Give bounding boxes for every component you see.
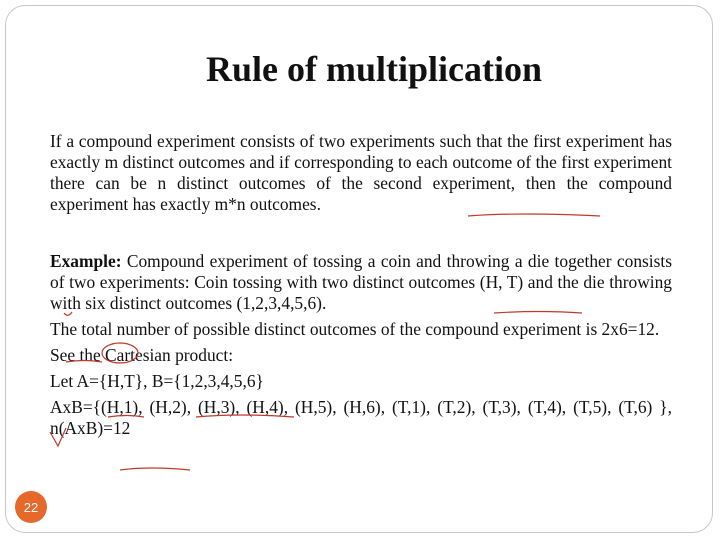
example-label: Example: <box>50 251 122 271</box>
product-line: AxB={(H,1), (H,2), (H,3), (H,4), (H,5), (H,6), (T,1), (T,2), (T,3), (T,4), (T,5), (T,6) }, n(AxB)=12 <box>50 397 672 438</box>
example-paragraph <box>50 251 672 314</box>
total-outcomes-line: The total number of possible distinct outcomes of the compound experiment is 2x6=12. <box>50 319 660 339</box>
cartesian-line: See the Cartesian product: <box>50 345 234 365</box>
rule-paragraph: If a compound experiment consists of two experiments such that the first experiment has exactly m distinct outcomes and if corresponding to each outcome of the first experiment there can be n distinct outcomes of the second experiment, then the compound experiment has exactly m*n outcomes. <box>50 131 672 214</box>
page-number-badge: 22 <box>15 491 47 523</box>
example-text: Compound experiment of tossing a coin and throwing a die together consists of two experiments: Coin tossing with two distinct outcomes (H, T) and the die throwing with six distinct outcomes (1,2,3,4,5,6). <box>50 251 672 313</box>
sets-line: Let A={H,T}, B={1,2,3,4,5,6} <box>50 371 264 391</box>
slide-title: Rule of multiplication <box>205 49 542 89</box>
example-block <box>50 251 672 439</box>
